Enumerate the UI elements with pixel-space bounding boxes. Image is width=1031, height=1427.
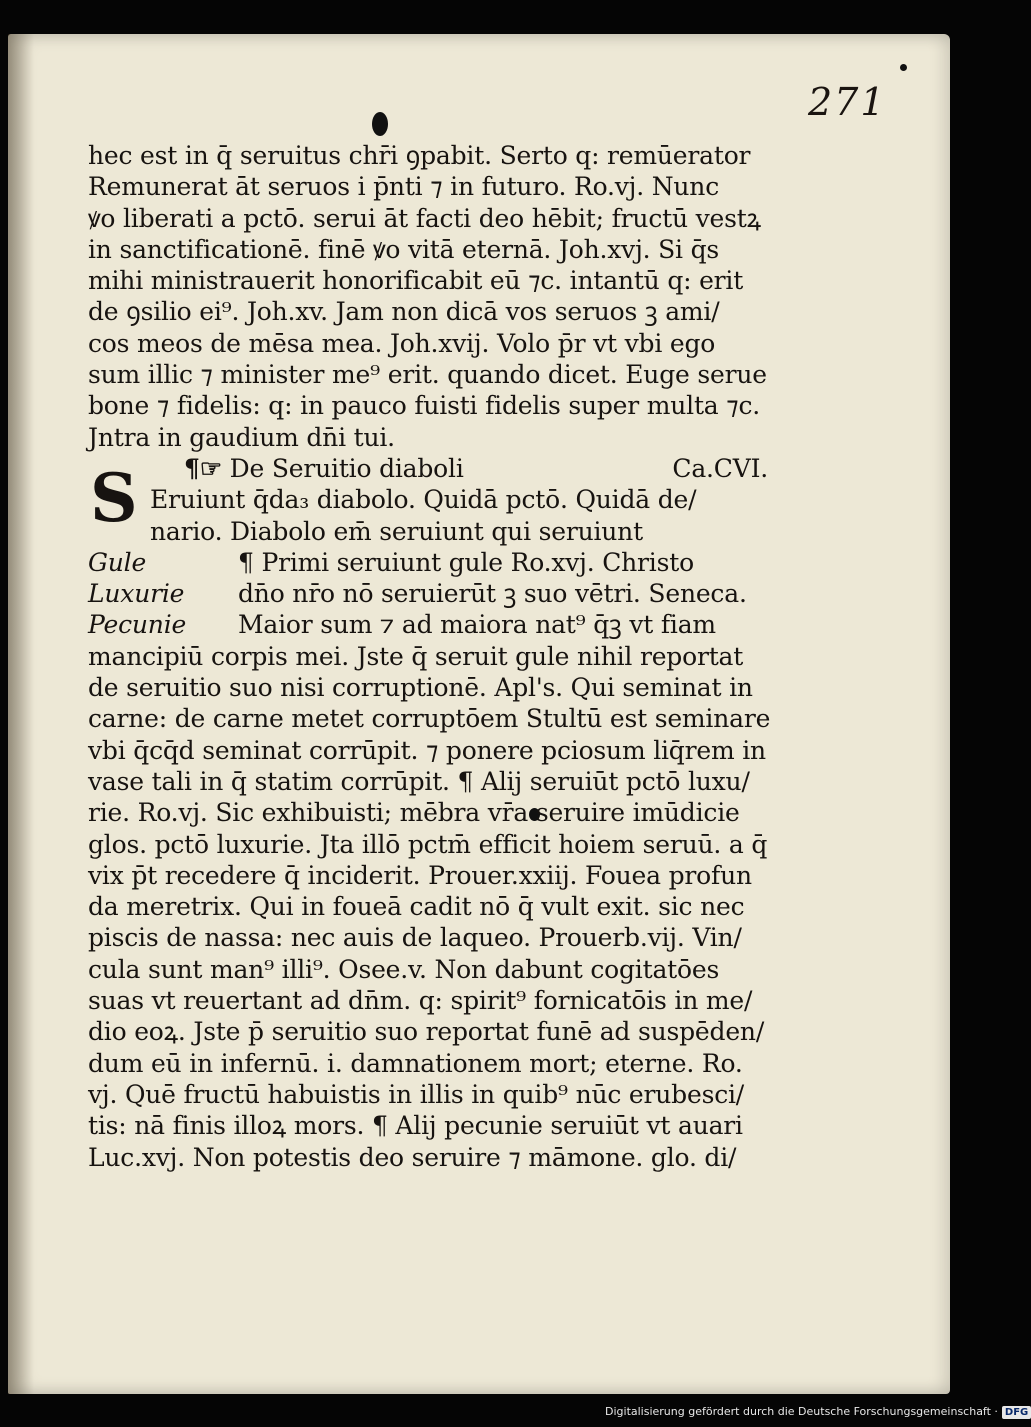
text-line: Eruiunt q̄da₃ diabolo. Quidā pctō. Quidā de/ — [150, 485, 697, 515]
text-line: in sanctificationē. finē ꝟo vitā eternā. Joh.xvj. Si q̄s — [88, 234, 720, 264]
margin-note: Luxurie — [88, 579, 185, 609]
margin-note: Gule — [88, 547, 147, 577]
margin-note: Pecunie — [88, 610, 187, 640]
decorated-initial: S — [90, 459, 138, 537]
text-line: ꝟo liberati a pctō. serui āt facti deo hēbit; fructū vestꝝ — [88, 203, 761, 233]
page-gutter-shadow — [8, 34, 34, 1394]
digitization-credit — [605, 1403, 1031, 1421]
chapter-title-group — [184, 453, 464, 484]
text-line: Remunerat āt seruos i p̄nti ⁊ in futuro. Ro.vj. Nunc — [88, 172, 720, 202]
text-line: cula sunt man⁹ illi⁹. Osee.v. Non dabunt cogitatōes — [88, 954, 720, 984]
text-line: tis: nā finis illoꝝ mors. ¶ Alij pecunie seruiūt vt auari — [88, 1111, 743, 1141]
margin-row — [88, 578, 768, 609]
chapter-title: De Seruitio diaboli — [229, 453, 464, 483]
text-line: de seruitio suo nisi corruptionē. Apl's. Qui seminat in — [88, 673, 753, 703]
text-line: vj. Quē fructū habuistis in illis in quib⁹ nūc erubesci/ — [88, 1079, 745, 1109]
text-line: carne: de carne metet corruptōem Stultū est seminare — [88, 704, 771, 734]
margin-row — [88, 547, 768, 578]
text-line: sum illic ⁊ minister me⁹ erit. quando dicet. Euge serue — [88, 360, 767, 390]
text-line: glos. pctō luxurie. Jta illō pctm̄ efficit hoiem seruū. a q̄ — [88, 829, 768, 859]
text-line: rie. Ro.vj. Sic exhibuisti; mēbra vr̄a seruire imūdicie — [88, 798, 740, 828]
text-line: mancipiū corpis mei. Jste q̄ seruit gule nihil reportat — [88, 641, 744, 671]
text-line: vix p̄t recedere q̄ inciderit. Prouer.xxiij. Fouea profun — [88, 860, 752, 890]
folio-number: 271 — [808, 80, 887, 124]
text-line: vase tali in q̄ statim corrūpit. ¶ Alij seruiūt pctō luxu/ — [88, 766, 750, 796]
text-line: de ꝯsilio ei⁹. Joh.xv. Jam non dicā vos seruos ꝫ ami/ — [88, 297, 720, 327]
text-line: Luc.xvj. Non potestis deo seruire ⁊ māmone. glo. di/ — [88, 1142, 737, 1172]
credit-text: Digitalisierung gefördert durch die Deutsche Forschungsgemeinschaft · — [605, 1405, 998, 1418]
margin-row — [88, 609, 768, 640]
text-line: Jntra in gaudium dn̄i tui. — [88, 422, 395, 452]
text-line: vbi q̄cq̄d seminat corrūpit. ⁊ ponere pciosum liq̄rem in — [88, 735, 766, 765]
text-line: piscis de nassa: nec auis de laqueo. Prouerb.vij. Vin/ — [88, 923, 742, 953]
text-line: ¶ Primi seruiunt gule Ro.xvj. Christo — [238, 547, 694, 577]
text-line: Maior sum ⁊ ad maiora nat⁹ q̄ꝫ vt fiam — [238, 610, 716, 640]
text-line: dio eoꝝ. Jste p̄ seruitio suo reportat funē ad suspēden/ — [88, 1017, 765, 1047]
chapter-number: Ca.CVI. — [672, 453, 768, 483]
chapter-heading — [88, 453, 768, 484]
text-line: dum eū in infernū. i. damnationem mort; eterne. Ro. — [88, 1048, 743, 1078]
ink-dot — [900, 64, 907, 71]
text-line: suas vt reuertant ad dn̄m. q: spirit⁹ fornicatōis in me/ — [88, 986, 753, 1016]
pilcrow-hand-icon: ¶☞ — [184, 453, 222, 483]
main-text-block — [88, 140, 771, 1173]
ink-blot — [372, 112, 388, 136]
dfg-logo-icon: DFG — [1002, 1406, 1031, 1419]
text-line: nario. Diabolo em̄ seruiunt qui seruiunt — [150, 516, 643, 546]
text-line: hec est in q̄ seruitus chr̄i ꝯpabit. Serto q: remūerator — [88, 141, 751, 170]
text-line: da meretrix. Qui in foueā cadit nō q̄̄ vult exit. sic nec — [88, 892, 745, 922]
text-line: mihi ministrauerit honorificabit eū ⁊c. intantū q: erit — [88, 266, 744, 296]
text-line: dn̄o nr̄o nō seruierūt ꝫ suo vētri. Seneca. — [238, 579, 747, 609]
text-line: cos meos de mēsa mea. Joh.xvij. Volo p̄r vt vbi ego — [88, 328, 716, 358]
text-line: bone ⁊ fidelis: q: in pauco fuisti fidelis super multa ⁊c. — [88, 391, 761, 421]
